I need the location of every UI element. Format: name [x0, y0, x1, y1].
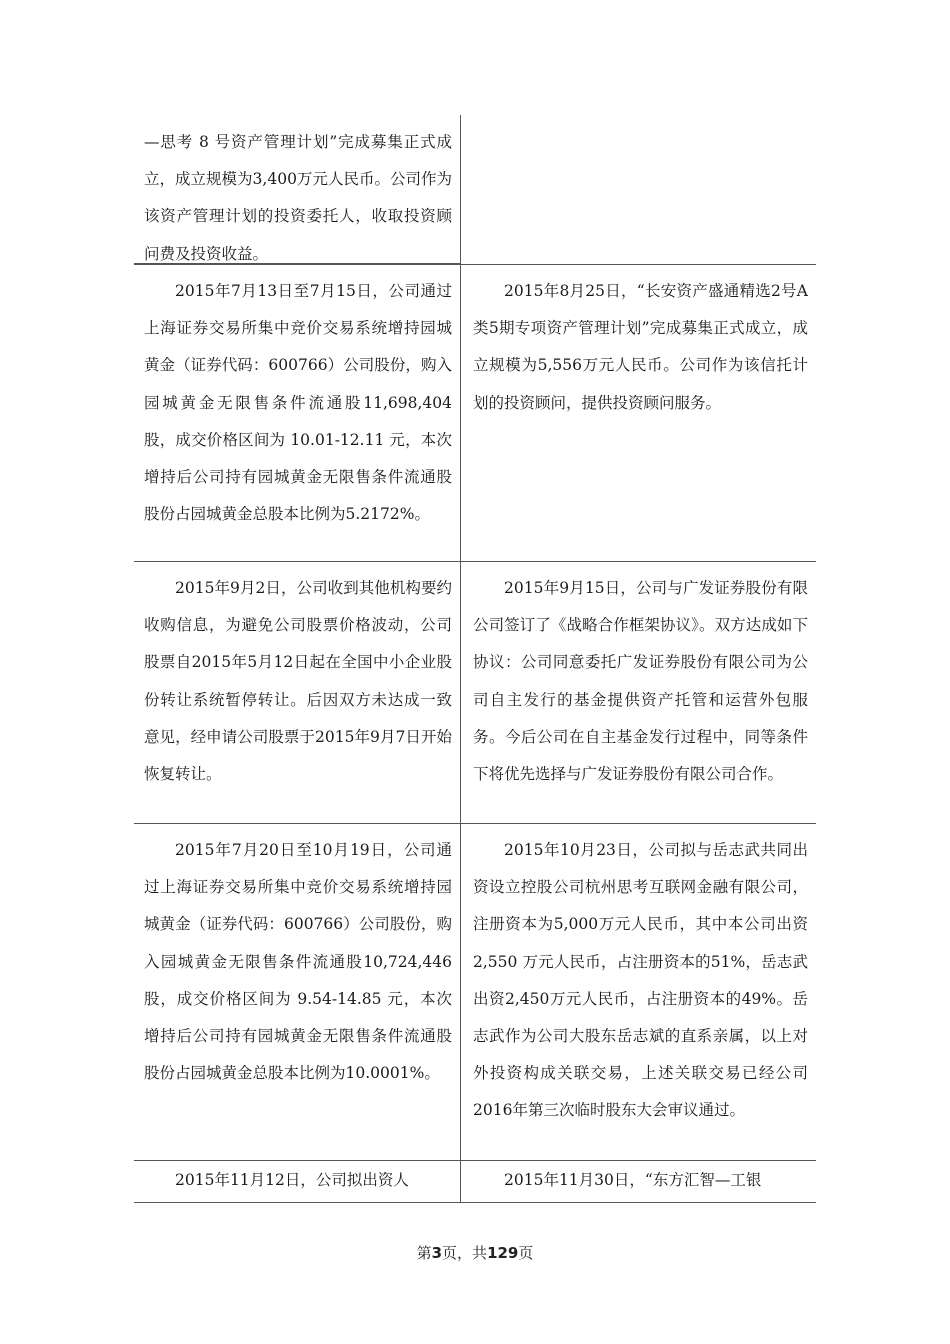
table-row	[134, 115, 461, 264]
table-cell-right: 2015年8月25日，“长安资产盛通精选2号A类5期专项资产管理计划”完成募集正式成立，成立规模为5,556万元人民币。公司作为该信托计划的投资顾问，提供投资顾问服务。	[473, 282, 808, 412]
table-row	[134, 1161, 816, 1203]
total-pages: 129	[487, 1244, 519, 1262]
page-footer	[0, 1242, 950, 1263]
table-cell-left: 2015年11月12日，公司拟出资人	[134, 1161, 461, 1202]
table-cell-left: 2015年9月2日，公司收到其他机构要约收购信息，为避免公司股票价格波动，公司股票自2015年5月12日起在全国中小企业股份转让系统暂停转让。后因双方未达成一致意见，经申请公司股票于2015年9月7日开始恢复转让。	[134, 562, 461, 823]
table-row	[134, 824, 816, 1161]
table-cell-left: 2015年7月20日至10月19日，公司通过上海证券交易所集中竞价交易系统增持园城黄金（证券代码：600766）公司股份，购入园城黄金无限售条件流通股10,724,446 股，成交价格区间为 9.54-14.85 元，本次增持后公司持有园城黄金无限售条件流通股股份占园城黄金总股本比例为10.0001%。	[134, 824, 461, 1160]
footer-suffix: 页	[518, 1244, 534, 1262]
page-number: 3	[431, 1244, 443, 1262]
table-row	[134, 264, 816, 562]
table-cell-right: 2015年10月23日，公司拟与岳志武共同出资设立控股公司杭州思考互联网金融有限公司，注册资本为5,000万元人民币，其中本公司出资 2,550 万元人民币，占注册资本的51%，岳志武出资2,450万元人民币，占注册资本的49%。岳志武作为公司大股东岳志斌的直系亲属，以上对外投资构成关联交易，上述关联交易已经公司2016年第三次临时股东大会审议通过。	[473, 841, 808, 1120]
events-table	[134, 115, 816, 1203]
table-cell-right: 2015年11月30日，“东方汇智—工银	[504, 1171, 762, 1189]
table-cell-right: 2015年9月15日，公司与广发证券股份有限公司签订了《战略合作框架协议》。双方达成如下协议：公司同意委托广发证券股份有限公司为公司自主发行的基金提供资产托管和运营外包服务。今后公司在自主基金发行过程中，同等条件下将优先选择与广发证券股份有限公司合作。	[473, 579, 808, 784]
table-cell-left: —思考 8 号资产管理计划”完成募集正式成立，成立规模为3,400万元人民币。公司作为该资产管理计划的投资委托人，收取投资顾问费及投资收益。	[134, 115, 461, 263]
footer-middle: 页，共	[442, 1244, 488, 1262]
table-cell-left: 2015年7月13日至7月15日，公司通过上海证券交易所集中竞价交易系统增持园城黄金（证券代码：600766）公司股份，购入园城黄金无限售条件流通股11,698,404 股，成交价格区间为 10.01-12.11 元，本次增持后公司持有园城黄金无限售条件流通股股份占园城黄金总股本比例为5.2172%。	[134, 265, 461, 561]
table-row	[134, 562, 816, 824]
footer-prefix: 第	[416, 1244, 432, 1262]
